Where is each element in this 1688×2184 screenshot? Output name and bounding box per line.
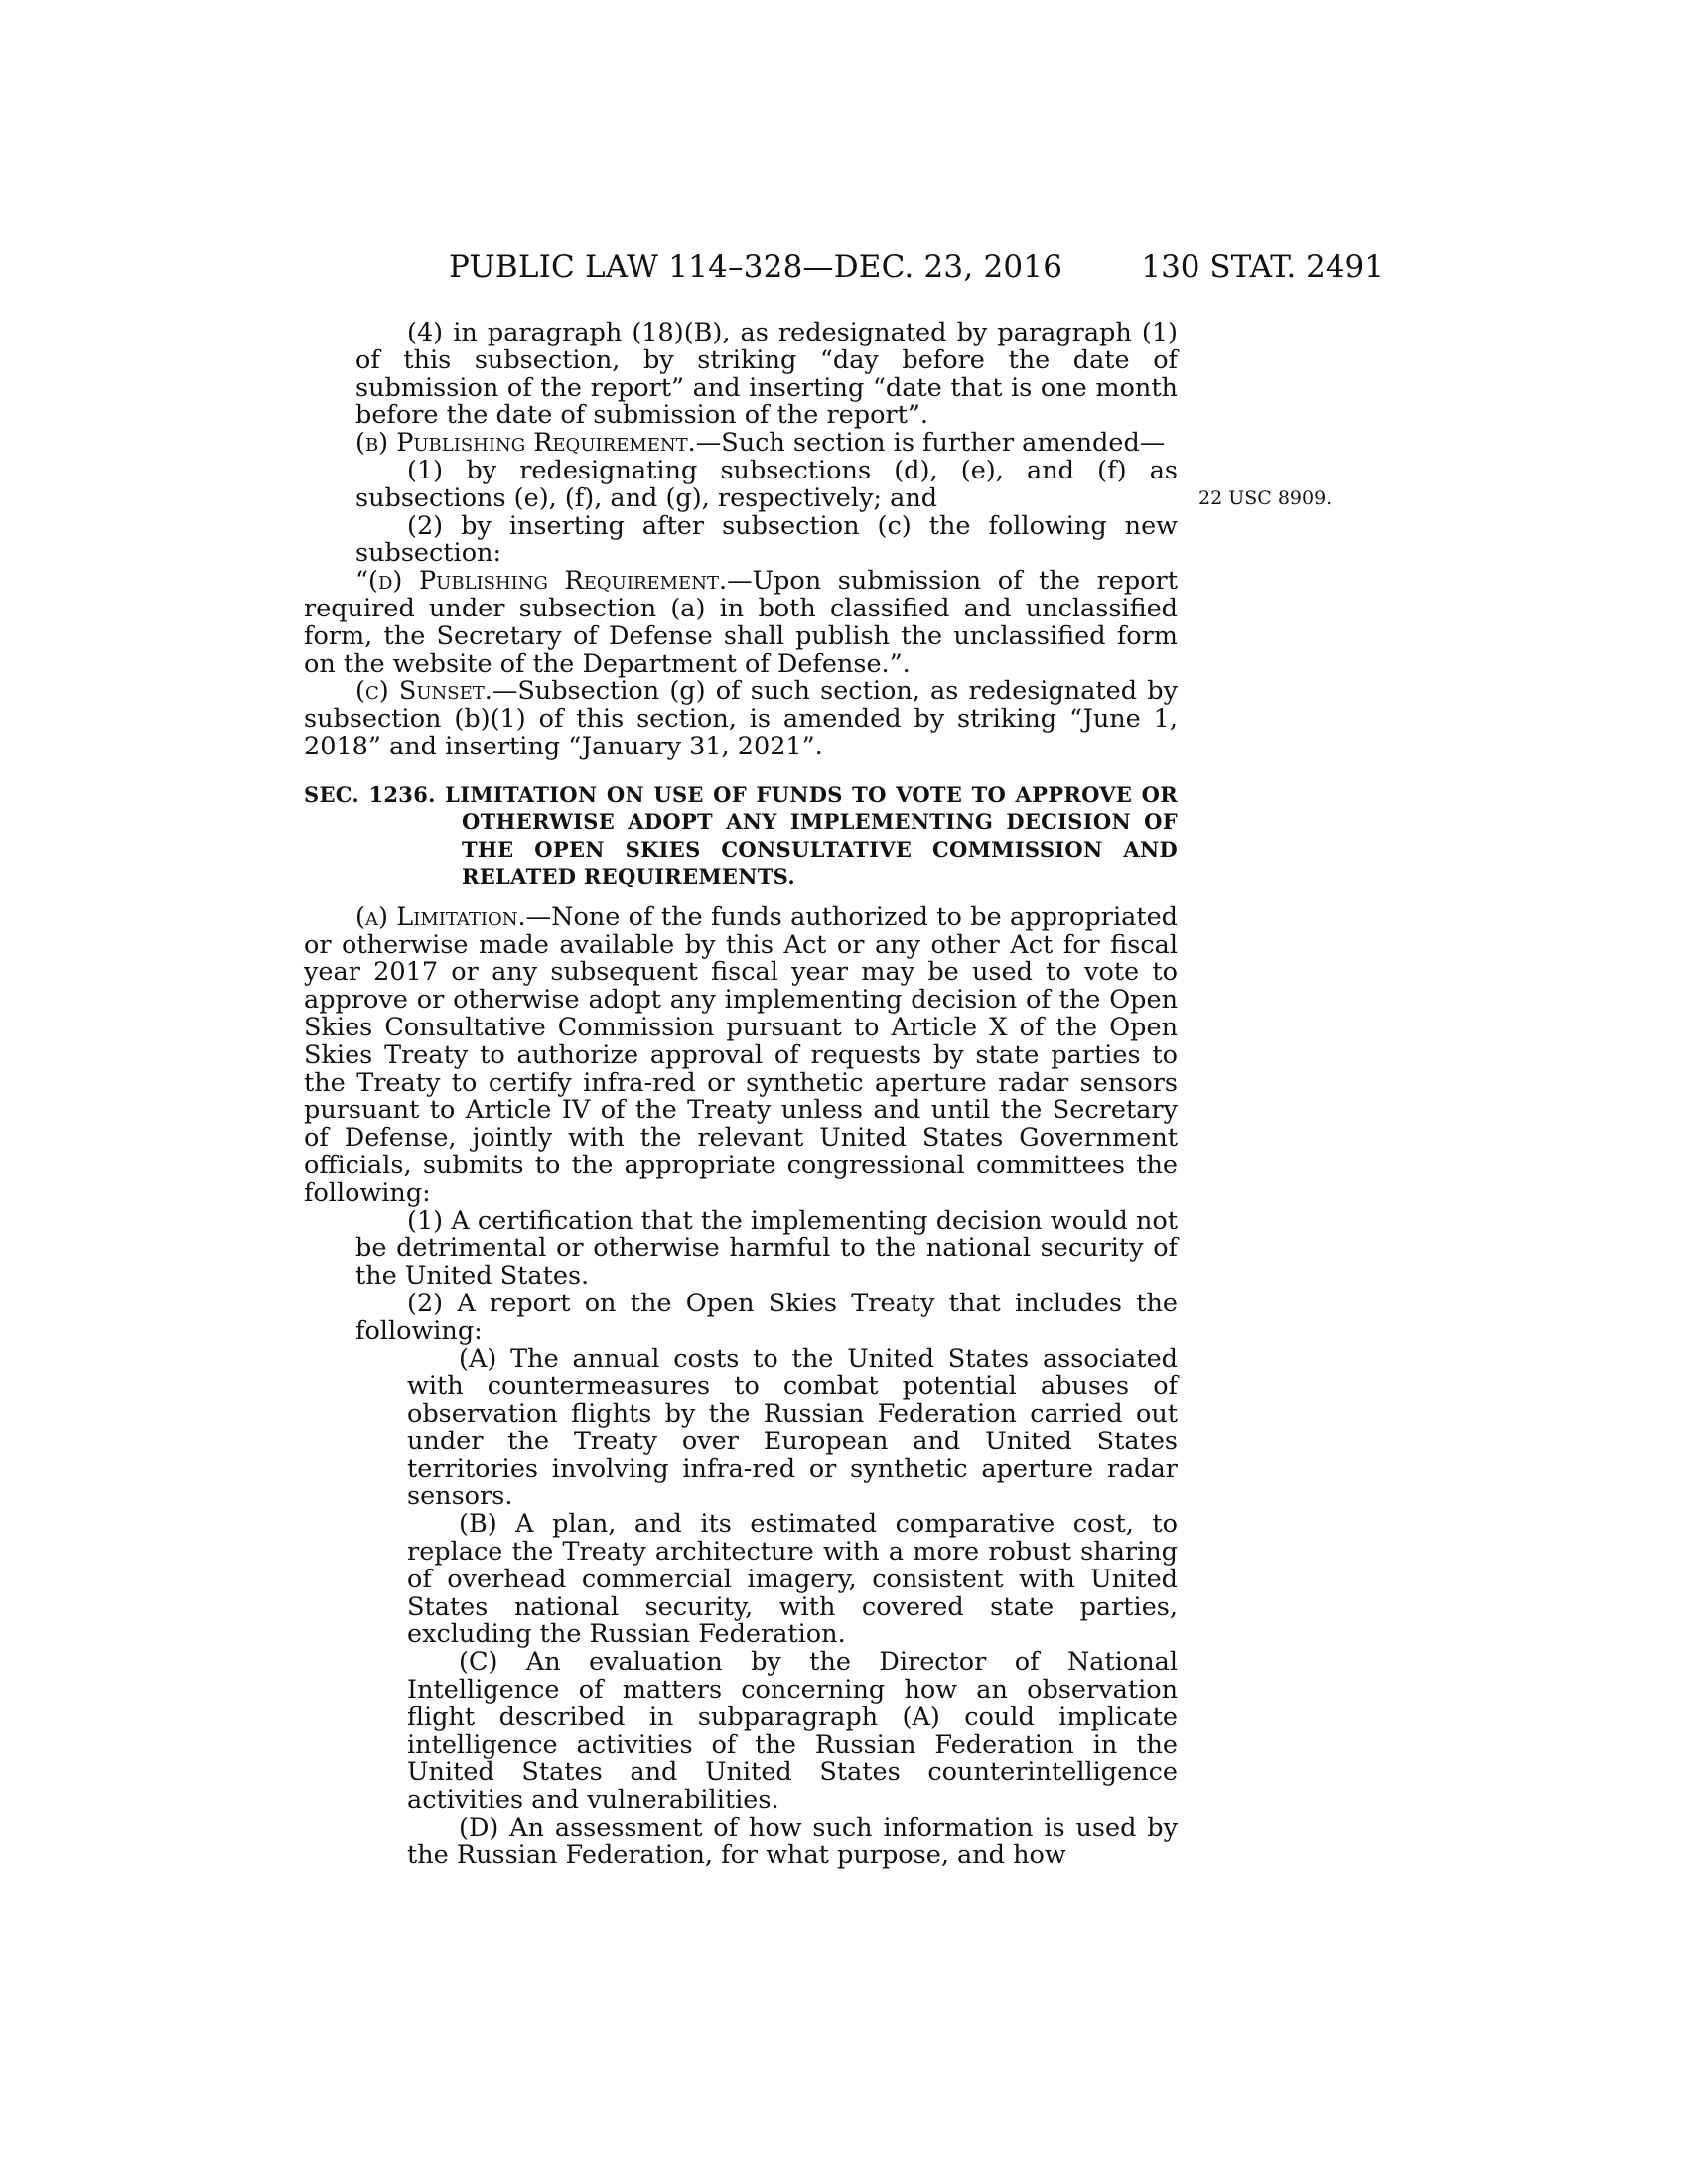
subsection-b xyxy=(304,430,1178,458)
margin-citation: 22 USC 8909. xyxy=(1198,487,1333,509)
subsection-a-heading: (a) Limitation. xyxy=(355,901,526,932)
subparagraph-A: (A) The annual costs to the United States associated with countermeasures to combat potential abuses of observation flights by the Russian Federation carried out under the Treaty over European and United States territories involving infra-red or synthetic aperture radar sensors. xyxy=(407,1343,1178,1512)
subsection-b-heading: (b) Publishing Requirement. xyxy=(355,428,696,459)
document-body xyxy=(304,320,1178,1870)
running-header xyxy=(439,249,1384,289)
page-stat-number: 130 STAT. 2491 xyxy=(1141,249,1384,285)
subsection-c-text: —Subsection (g) of such section, as redesignated by subsection (b)(1) of this section, is amended by striking “June 1, 2018” and inserting “January 31, 2021”. xyxy=(304,676,1178,761)
subparagraph-C: (C) An evaluation by the Director of National Intelligence of matters concerning how an observation flight described in subparagraph (A) could implicate intelligence activities of the Russian Federation in the United States and United States counterintelligence activities and vulnerabilities. xyxy=(407,1647,1178,1816)
paragraph-a1: (1) A certification that the implementing decision would not be detrimental or otherwise harmful to the national security of the United States. xyxy=(355,1205,1178,1292)
page-header-title: PUBLIC LAW 114–328—DEC. 23, 2016 xyxy=(449,249,1063,285)
subsection-c-heading: (c) Sunset. xyxy=(355,676,492,707)
subsection-a-limitation xyxy=(304,901,1178,1208)
paragraph-a2: (2) A report on the Open Skies Treaty that includes the following: xyxy=(355,1288,1178,1346)
subsection-a-text: —None of the funds authorized to be appropriated or otherwise made available by this Act or any other Act for fiscal year 2017 or any subsequent fiscal year may be used to vote to approve or otherwise adopt any implementing decision of the Open Skies Consultative Commission pursuant to Article X of the Open Skies Treaty to authorize approval of requests by state parties to the Treaty to certify infra-red or synthetic aperture radar sensors pursuant to Article IV of the Treaty unless and until the Secretary of Defense, jointly with the relevant United States Government officials, submits to the appropriate congressional committees the following: xyxy=(304,901,1178,1208)
inserted-subsection-d-text: —Upon submission of the report required under subsection (a) in both classified and unclassified form, the Secretary of Defense shall publish the unclassified form on the website of the Department of Defense.”. xyxy=(304,566,1178,679)
section-heading: SEC. 1236. LIMITATION ON USE OF FUNDS TO VOTE TO APPROVE OR OTHERWISE ADOPT ANY IMPLEMENTING DECISION OF THE OPEN SKIES CONSULTATIVE COMMISSION AND RELATED REQUIREMENTS. xyxy=(304,781,1178,889)
subsection-c xyxy=(304,678,1178,760)
paragraph-b2: (2) by inserting after subsection (c) the following new subsection: xyxy=(355,510,1178,569)
subparagraph-D: (D) An assessment of how such information is used by the Russian Federation, for what purpose, and how xyxy=(407,1813,1178,1870)
paragraph-b1: (1) by redesignating subsections (d), (e), and (f) as subsections (e), (f), and (g), respectively; and xyxy=(355,455,1178,513)
subparagraph-B: (B) A plan, and its estimated comparative cost, to replace the Treaty architecture with a more robust sharing of overhead commercial imagery, consistent with United States national security, with covered state parties, excluding the Russian Federation. xyxy=(407,1509,1178,1650)
paragraph-4-amendment: (4) in paragraph (18)(B), as redesignated by paragraph (1) of this subsection, by striking “day before the date of submission of the report” and inserting “date that is one month before the date of submission of the report”. xyxy=(355,318,1178,431)
inserted-subsection-d-heading: “(d) Publishing Requirement. xyxy=(355,566,728,597)
inserted-subsection-d xyxy=(304,568,1178,678)
subsection-b-text: —Such section is further amended— xyxy=(695,428,1166,459)
